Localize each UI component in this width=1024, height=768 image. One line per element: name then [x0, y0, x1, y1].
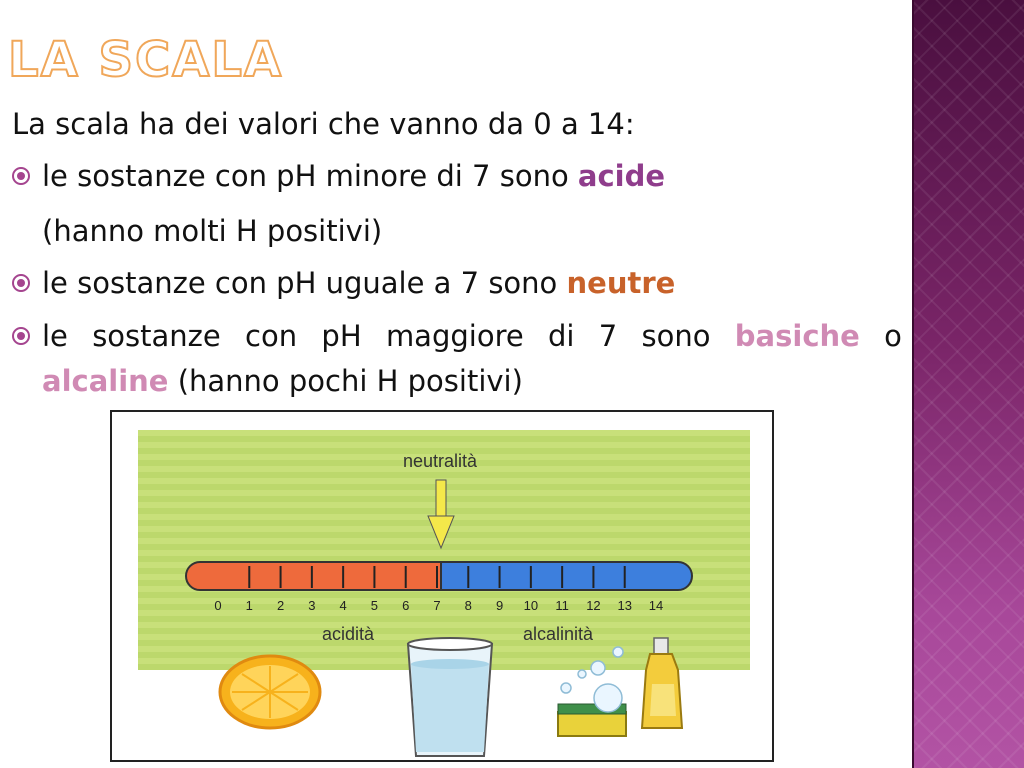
ph-scale-drawing: [112, 412, 772, 760]
neutral-word: neutre: [566, 266, 676, 300]
tick-label: 14: [648, 598, 664, 613]
neutral-text: le sostanze con pH uguale a 7 sono: [42, 266, 558, 300]
acid-word: acide: [577, 159, 666, 193]
tick-label: 5: [370, 598, 379, 613]
tick-label: 11: [555, 598, 569, 613]
base-segment: [441, 562, 692, 590]
down-arrow-icon: [428, 480, 454, 548]
detergent-bottle-icon: [642, 638, 682, 728]
basic-word-4: maggiore: [385, 319, 524, 353]
basic-word-0: le: [42, 319, 68, 353]
tick-label: 1: [245, 598, 253, 613]
tick-label: 10: [523, 598, 539, 613]
basic-word-5: di: [548, 319, 575, 353]
or-word: o: [884, 319, 902, 353]
acid-label: acidità: [321, 624, 375, 644]
tick-label: 3: [308, 598, 316, 613]
basic-word-1: sostanze: [92, 319, 221, 353]
basic-word-2: con: [245, 319, 298, 353]
tick-labels: [214, 598, 663, 613]
bullet-neutral: [12, 263, 675, 303]
basic-word-7: sono: [641, 319, 711, 353]
alkaline-line: [12, 361, 523, 401]
acid-text: le sostanze con pH minore di 7 sono: [42, 159, 569, 193]
bullet-basic: [12, 316, 902, 356]
tick-label: 4: [339, 598, 347, 613]
tick-label: 9: [495, 598, 504, 613]
basic-line: [42, 316, 902, 356]
neutral-label: neutralità: [402, 451, 478, 471]
tick-label: 2: [276, 598, 285, 613]
acid-segment: [186, 562, 441, 590]
decorative-sidebar: [912, 0, 1024, 768]
tick-label: 7: [433, 598, 441, 613]
bullet-acid: [12, 156, 665, 196]
bullet-icon: [12, 327, 30, 345]
bullet-icon: [12, 167, 30, 185]
alkaline-word: alcaline: [42, 364, 169, 398]
basic-word-3: pH: [321, 319, 362, 353]
acid-note: (hanno molti H positivi): [42, 214, 383, 248]
basic-word: basiche: [734, 319, 860, 353]
alkaline-label: alcalinità: [522, 624, 594, 644]
basic-word-6: 7: [598, 319, 618, 353]
bullet-icon: [12, 274, 30, 292]
intro-text: La scala ha dei valori che vanno da 0 a 14:: [12, 107, 635, 141]
bubbles-icon: [561, 647, 623, 712]
tick-label: 6: [402, 598, 410, 613]
water-glass-icon: [408, 638, 492, 756]
tick-label: 0: [214, 598, 222, 613]
slide-title: LA SCALA: [8, 32, 284, 88]
tick-label: 12: [586, 598, 601, 613]
ph-scale-illustration: [110, 410, 774, 762]
lemon-icon: [220, 656, 320, 728]
ph-bar: [186, 562, 692, 590]
tick-label: 8: [464, 598, 472, 613]
tick-label: 13: [617, 598, 632, 613]
alkaline-note: (hanno pochi H positivi): [177, 364, 523, 398]
